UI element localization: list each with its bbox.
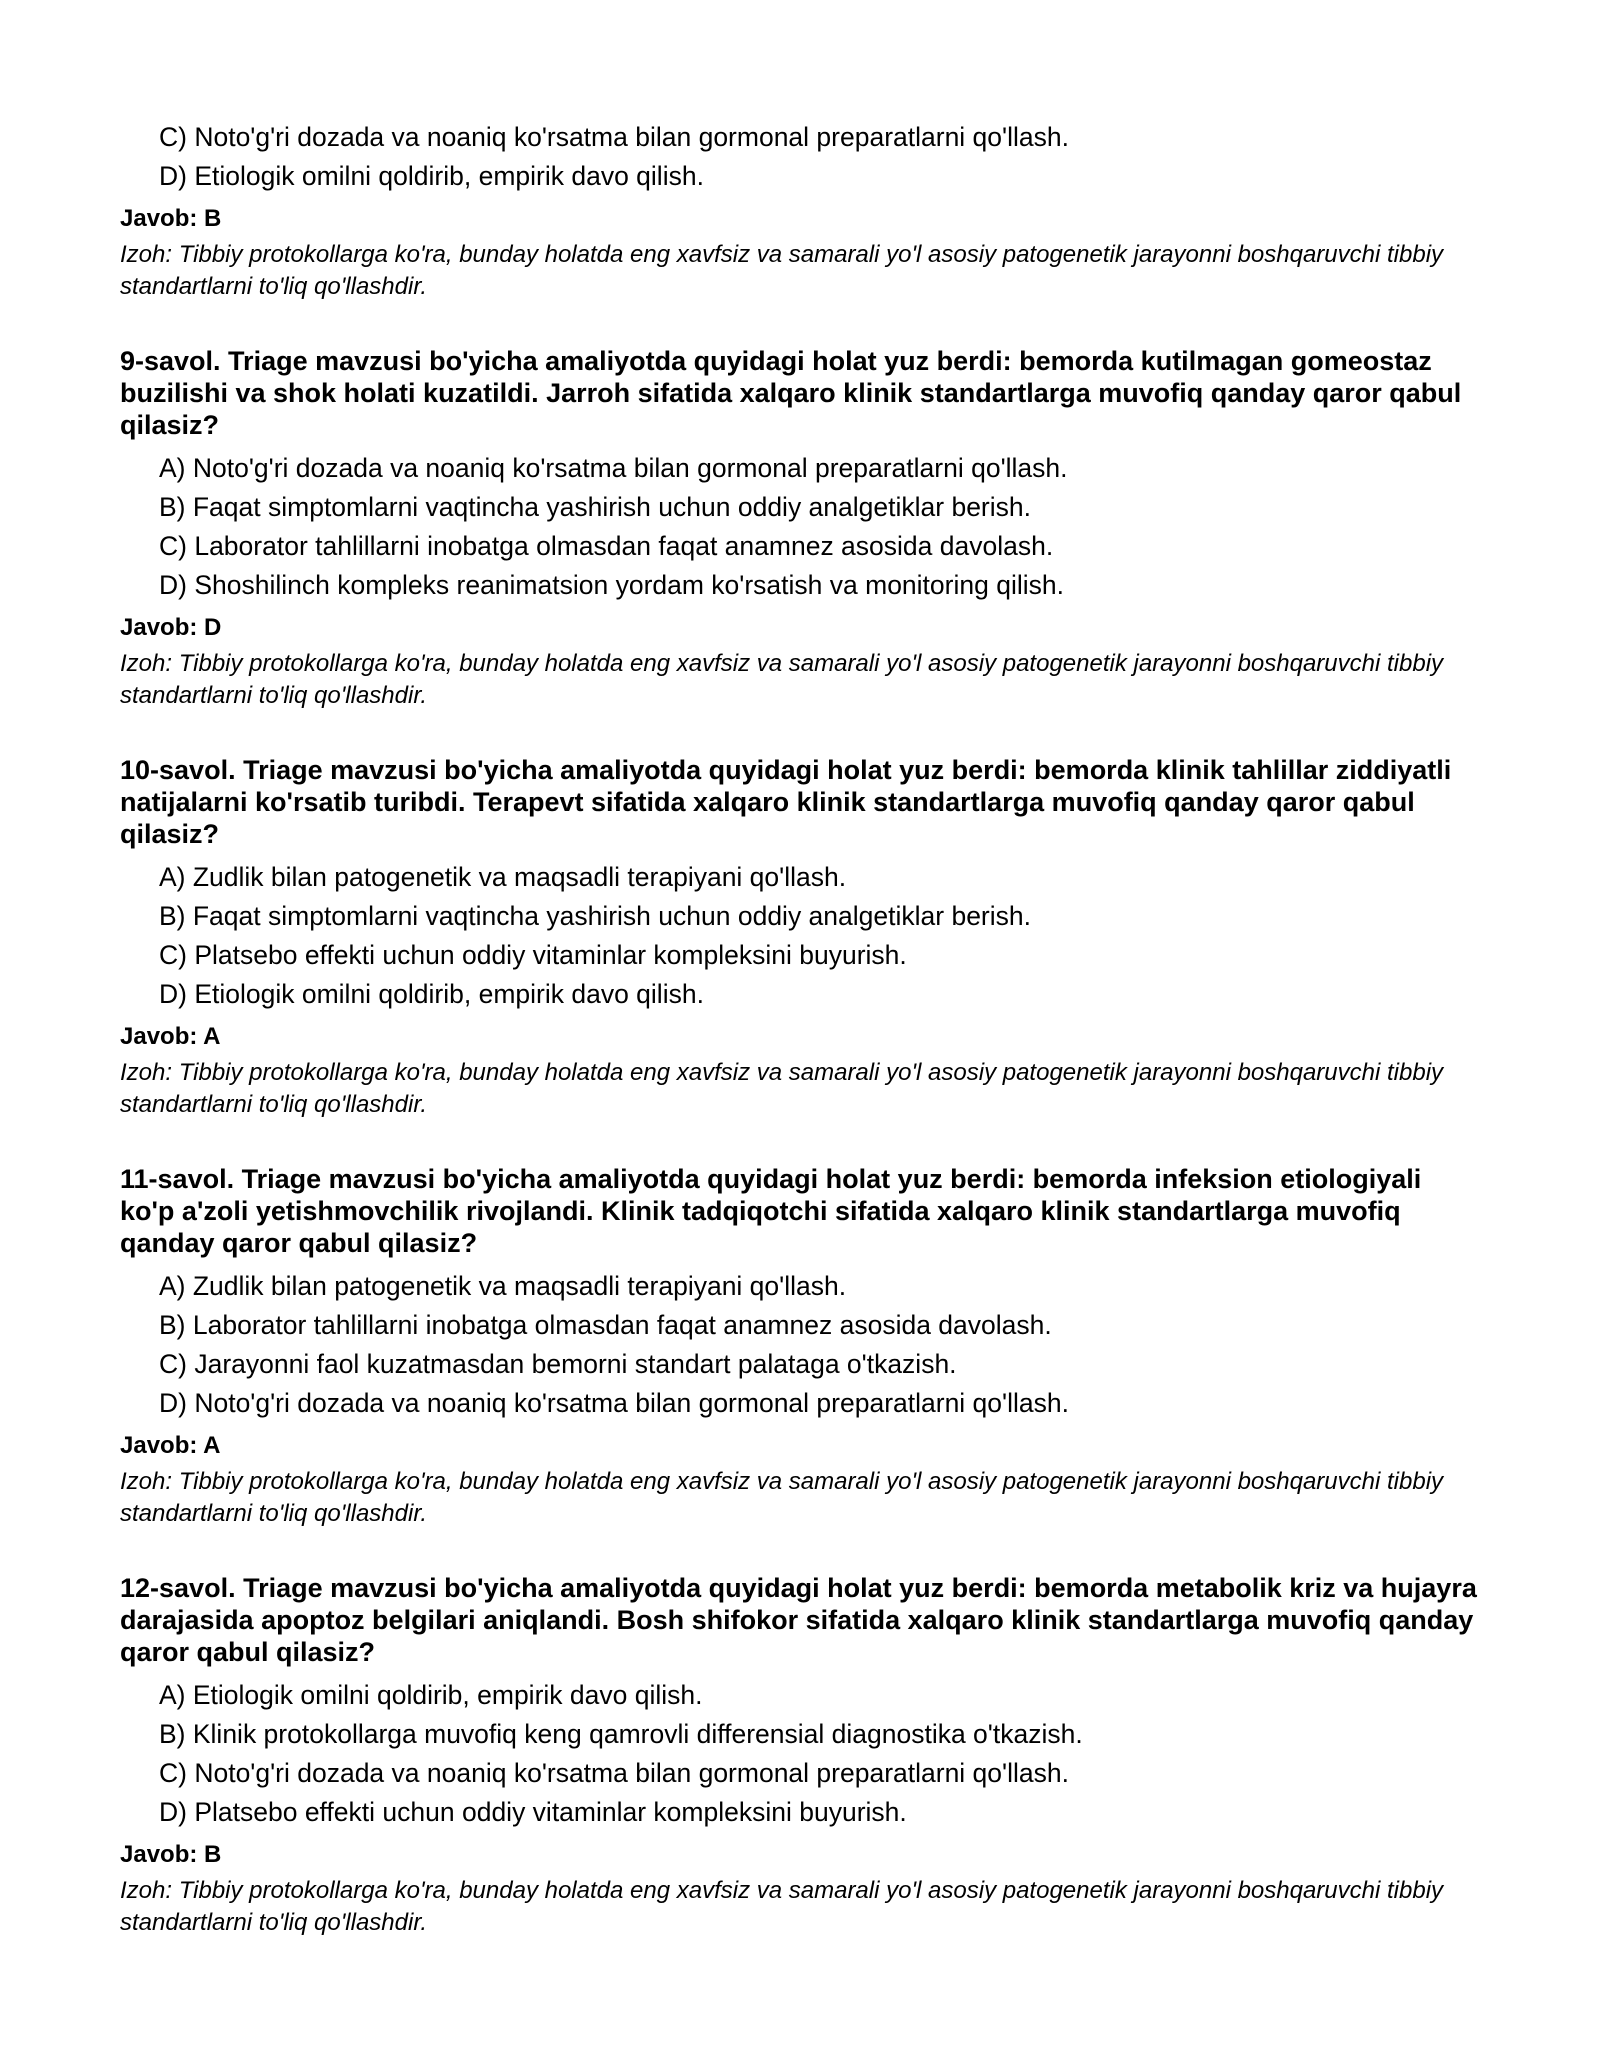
answer-label: Javob: A — [120, 1023, 221, 1050]
document-page — [120, 118, 1480, 1939]
option-a: A) Noto'g'ri dozada va noaniq ko'rsatma bilan gormonal preparatlarni qo'llash. — [159, 453, 1068, 483]
option-c: C) Noto'g'ri dozada va noaniq ko'rsatma bilan gormonal preparatlarni qo'llash. — [159, 122, 1069, 152]
question-text: 10-savol. Triage mavzusi bo'yicha amaliyotda quyidagi holat yuz berdi: bemorda klinik tahlillar ziddiyatli natijalarni ko'rsatib turibdi. Terapevt sifatida xalqaro klinik standartlarga muvofiq qanday qaror qabul qilasiz? — [120, 755, 1452, 849]
question-text: 12-savol. Triage mavzusi bo'yicha amaliyotda quyidagi holat yuz berdi: bemorda metabolik kriz va hujayra darajasida apoptoz belgilari aniqlandi. Bosh shifokor sifatida xalqaro klinik standartlarga muvofiq qanday qaror qabul qilasiz? — [120, 1573, 1477, 1667]
options-list — [120, 1267, 1480, 1423]
option-b: B) Laborator tahlillarni inobatga olmasdan faqat anamnez asosida davolash. — [159, 1310, 1052, 1340]
option-d: D) Etiologik omilni qoldirib, empirik davo qilish. — [159, 979, 704, 1009]
option-a: A) Etiologik omilni qoldirib, empirik davo qilish. — [159, 1680, 703, 1710]
option-d: D) Noto'g'ri dozada va noaniq ko'rsatma bilan gormonal preparatlarni qo'llash. — [159, 1388, 1069, 1418]
answer-label: Javob: D — [120, 614, 222, 641]
explanation-note: Izoh: Tibbiy protokollarga ko'ra, bunday holatda eng xavfsiz va samarali yo'l asosiy patogenetik jarayonni boshqaruvchi tibbiy standartlarni to'liq qo'llashdir. — [120, 1468, 1444, 1527]
option-b: B) Faqat simptomlarni vaqtincha yashirish uchun oddiy analgetiklar berish. — [159, 492, 1031, 522]
option-c: C) Noto'g'ri dozada va noaniq ko'rsatma bilan gormonal preparatlarni qo'llash. — [159, 1758, 1069, 1788]
explanation-note: Izoh: Tibbiy protokollarga ko'ra, bunday holatda eng xavfsiz va samarali yo'l asosiy patogenetik jarayonni boshqaruvchi tibbiy standartlarni to'liq qo'llashdir. — [120, 241, 1444, 300]
option-d: D) Shoshilinch kompleks reanimatsion yordam ko'rsatish va monitoring qilish. — [159, 570, 1064, 600]
options-list — [120, 858, 1480, 1014]
question-10 — [120, 754, 1480, 1121]
explanation-note: Izoh: Tibbiy protokollarga ko'ra, bunday holatda eng xavfsiz va samarali yo'l asosiy patogenetik jarayonni boshqaruvchi tibbiy standartlarni to'liq qo'llashdir. — [120, 650, 1444, 709]
explanation-note: Izoh: Tibbiy protokollarga ko'ra, bunday holatda eng xavfsiz va samarali yo'l asosiy patogenetik jarayonni boshqaruvchi tibbiy standartlarni to'liq qo'llashdir. — [120, 1877, 1444, 1936]
option-b: B) Klinik protokollarga muvofiq keng qamrovli differensial diagnostika o'tkazish. — [159, 1719, 1083, 1749]
question-8-continuation — [120, 118, 1480, 303]
explanation-note: Izoh: Tibbiy protokollarga ko'ra, bunday holatda eng xavfsiz va samarali yo'l asosiy patogenetik jarayonni boshqaruvchi tibbiy standartlarni to'liq qo'llashdir. — [120, 1059, 1444, 1118]
options-list — [120, 1676, 1480, 1832]
option-a: A) Zudlik bilan patogenetik va maqsadli terapiyani qo'llash. — [159, 1271, 847, 1301]
answer-label: Javob: B — [120, 205, 222, 232]
options-list — [120, 449, 1480, 605]
option-d: D) Etiologik omilni qoldirib, empirik davo qilish. — [159, 161, 704, 191]
options-list — [120, 118, 1480, 196]
option-a: A) Zudlik bilan patogenetik va maqsadli terapiyani qo'llash. — [159, 862, 847, 892]
option-b: B) Faqat simptomlarni vaqtincha yashirish uchun oddiy analgetiklar berish. — [159, 901, 1031, 931]
question-9 — [120, 345, 1480, 712]
option-d: D) Platsebo effekti uchun oddiy vitaminlar kompleksini buyurish. — [159, 1797, 907, 1827]
option-c: C) Platsebo effekti uchun oddiy vitaminlar kompleksini buyurish. — [159, 940, 907, 970]
answer-label: Javob: B — [120, 1841, 222, 1868]
question-12 — [120, 1572, 1480, 1939]
question-text: 11-savol. Triage mavzusi bo'yicha amaliyotda quyidagi holat yuz berdi: bemorda infeksion etiologiyali ko'p a'zoli yetishmovchilik rivojlandi. Klinik tadqiqotchi sifatida xalqaro klinik standartlarga muvofiq qanday qaror qabul qilasiz? — [120, 1164, 1422, 1258]
question-11 — [120, 1163, 1480, 1530]
question-text: 9-savol. Triage mavzusi bo'yicha amaliyotda quyidagi holat yuz berdi: bemorda kutilmagan gomeostaz buzilishi va shok holati kuzatildi. Jarroh sifatida xalqaro klinik standartlarga muvofiq qanday qaror qabul qilasiz? — [120, 346, 1462, 440]
answer-label: Javob: A — [120, 1432, 221, 1459]
option-c: C) Jarayonni faol kuzatmasdan bemorni standart palataga o'tkazish. — [159, 1349, 957, 1379]
option-c: C) Laborator tahlillarni inobatga olmasdan faqat anamnez asosida davolash. — [159, 531, 1054, 561]
